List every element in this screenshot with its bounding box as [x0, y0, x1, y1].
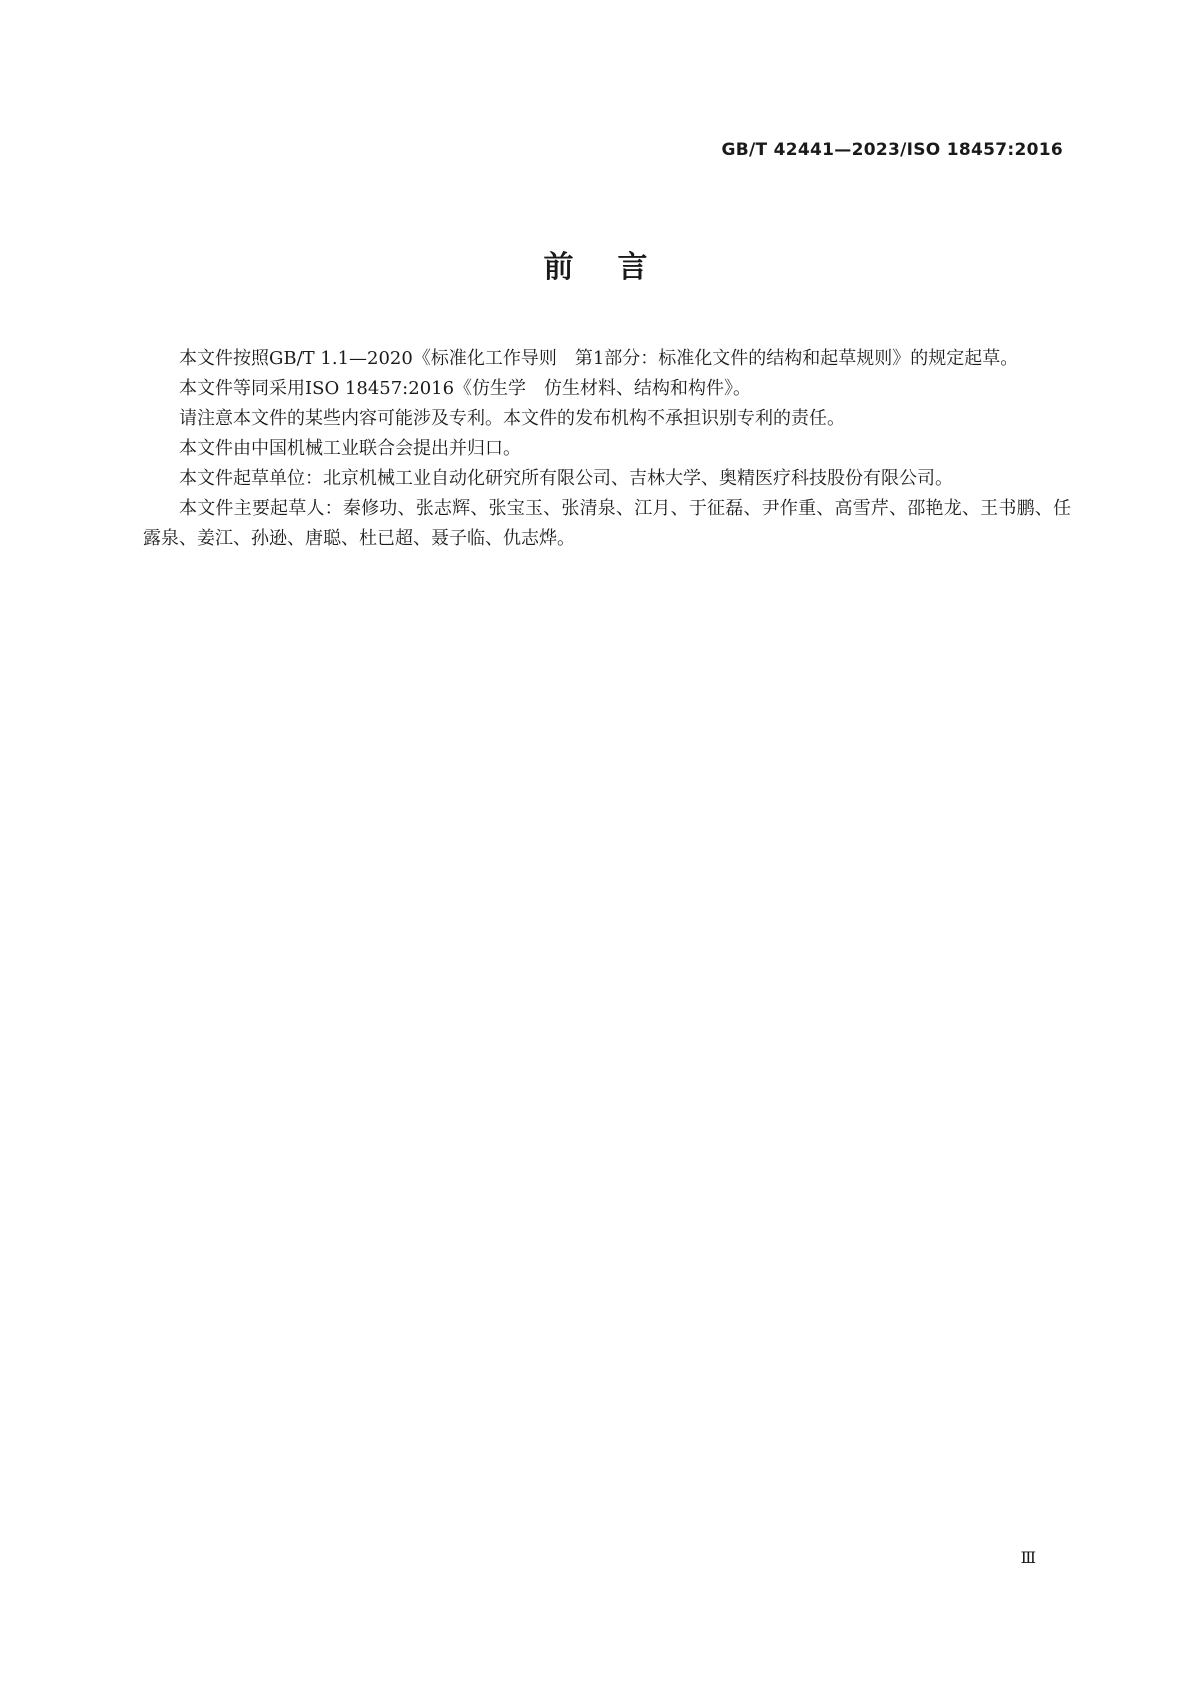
- foreword-body: [143, 344, 1071, 554]
- paragraph-patent-notice: 请注意本文件的某些内容可能涉及专利。本文件的发布机构不承担识别专利的责任。: [179, 408, 845, 429]
- paragraph-iso-adoption: 本文件等同采用ISO 18457:2016《仿生学 仿生材料、结构和构件》。: [179, 378, 752, 399]
- page-title: 前言: [543, 250, 692, 285]
- paragraph-drafting-units: 本文件起草单位：北京机械工业自动化研究所有限公司、吉林大学、奥精医疗科技股份有限公司。: [179, 468, 953, 489]
- paragraph-drafters: 本文件主要起草人：秦修功、张志辉、张宝玉、张清泉、江月、于征磊、尹作重、高雪芹、邵艳龙、王书鹏、任露泉、姜江、孙逊、唐聪、杜已超、聂子临、仇志烨。: [143, 498, 1071, 549]
- standard-number-header: GB/T 42441—2023/ISO 18457:2016: [721, 140, 1063, 160]
- page-number: Ⅲ: [1020, 1548, 1036, 1567]
- paragraph-proposer: 本文件由中国机械工业联合会提出并归口。: [179, 438, 521, 459]
- paragraph-drafting-rules: 本文件按照GB/T 1.1—2020《标准化工作导则 第1部分：标准化文件的结构和起草规则》的规定起草。: [179, 348, 1019, 369]
